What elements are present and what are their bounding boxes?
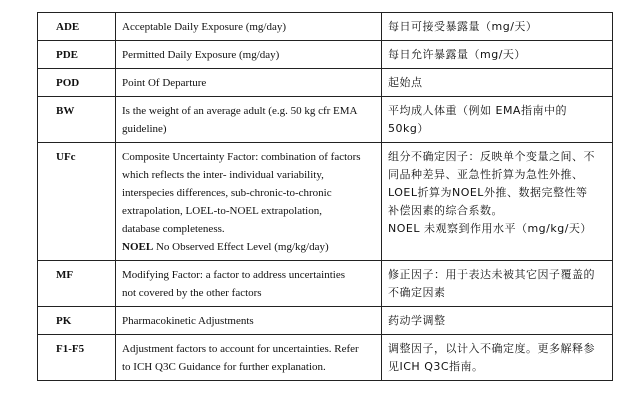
definition-line: LOEL折算为NOEL外推、数据完整性等	[388, 186, 588, 199]
term-cell: POD	[38, 69, 116, 97]
definition-line: 组分不确定因子：反映单个变量之间、不	[388, 150, 595, 163]
noel-definition-line	[122, 238, 375, 256]
noel-abbreviation: NOEL	[122, 241, 154, 253]
definition-line: database completeness.	[122, 223, 225, 235]
english-definition-cell	[116, 69, 382, 97]
definition-line: 不确定因素	[388, 286, 446, 299]
definition-line: Composite Uncertainty Factor: combination of factors	[122, 151, 361, 163]
definition-line: 50kg）	[388, 122, 429, 135]
definition-line: which reflects the inter- individual variability,	[122, 169, 324, 181]
english-definition-cell	[116, 13, 382, 41]
definition-line: 平均成人体重（例如 EMA指南中的	[388, 104, 567, 117]
table-row-pde	[38, 41, 613, 69]
english-definition-cell	[116, 307, 382, 335]
definition-line: Adjustment factors to account for uncertainties. Refer	[122, 343, 359, 355]
chinese-definition-cell	[382, 261, 613, 307]
definition-line: Is the weight of an average adult (e.g. 50 kg cfr EMA	[122, 105, 358, 117]
definition-line: 修正因子：用于表达未被其它因子覆盖的	[388, 268, 595, 281]
term-cell: F1-F5	[38, 335, 116, 381]
term-cell: PK	[38, 307, 116, 335]
table-row-f1-f5	[38, 335, 613, 381]
chinese-definition-cell	[382, 143, 613, 261]
abbreviation-table	[37, 12, 613, 381]
definition-line: Point Of Departure	[122, 77, 207, 89]
chinese-definition-cell	[382, 307, 613, 335]
definition-line: not covered by the other factors	[122, 287, 262, 299]
definition-line: guideline)	[122, 123, 167, 135]
term-cell: PDE	[38, 41, 116, 69]
table-row-bw	[38, 97, 613, 143]
chinese-definition-cell	[382, 335, 613, 381]
definition-line: Modifying Factor: a factor to address uncertainties	[122, 269, 345, 281]
english-definition-cell	[116, 41, 382, 69]
chinese-definition-cell	[382, 69, 613, 97]
definition-line: 每日可接受暴露量（mg/天）	[388, 20, 538, 33]
definition-line: Pharmacokinetic Adjustments	[122, 315, 254, 327]
term-cell: ADE	[38, 13, 116, 41]
definition-line: NOEL 未观察到作用水平（mg/kg/天）	[388, 222, 592, 235]
definition-line: 药动学调整	[388, 314, 446, 327]
english-definition-cell	[116, 261, 382, 307]
chinese-definition-cell	[382, 13, 613, 41]
definition-line: 起始点	[388, 76, 423, 89]
english-definition-cell	[116, 97, 382, 143]
table-row-pk	[38, 307, 613, 335]
definition-line: interspecies differences, sub-chronic-to-chronic	[122, 187, 332, 199]
chinese-definition-cell	[382, 97, 613, 143]
term-cell: MF	[38, 261, 116, 307]
noel-definition-text: No Observed Effect Level (mg/kg/day)	[153, 241, 329, 253]
definition-line: 补偿因素的综合系数。	[388, 204, 503, 217]
table-row-ufc	[38, 143, 613, 261]
table-row-ade	[38, 13, 613, 41]
definition-line: 见ICH Q3C指南。	[388, 360, 484, 373]
definition-line: 调整因子，以计入不确定度。更多解释参	[388, 342, 595, 355]
definition-line: 每日允许暴露量（mg/天）	[388, 48, 526, 61]
definition-line: 同品种差异、亚急性折算为急性外推、	[388, 168, 584, 181]
english-definition-cell	[116, 335, 382, 381]
definition-line: Permitted Daily Exposure (mg/day)	[122, 49, 280, 61]
definition-line: extrapolation, LOEL-to-NOEL extrapolation,	[122, 205, 322, 217]
table-row-mf	[38, 261, 613, 307]
english-definition-cell	[116, 143, 382, 261]
term-cell: BW	[38, 97, 116, 143]
term-cell: UFc	[38, 143, 116, 261]
definition-line: to ICH Q3C Guidance for further explanation.	[122, 361, 326, 373]
table-row-pod	[38, 69, 613, 97]
chinese-definition-cell	[382, 41, 613, 69]
definition-line: Acceptable Daily Exposure (mg/day)	[122, 21, 287, 33]
